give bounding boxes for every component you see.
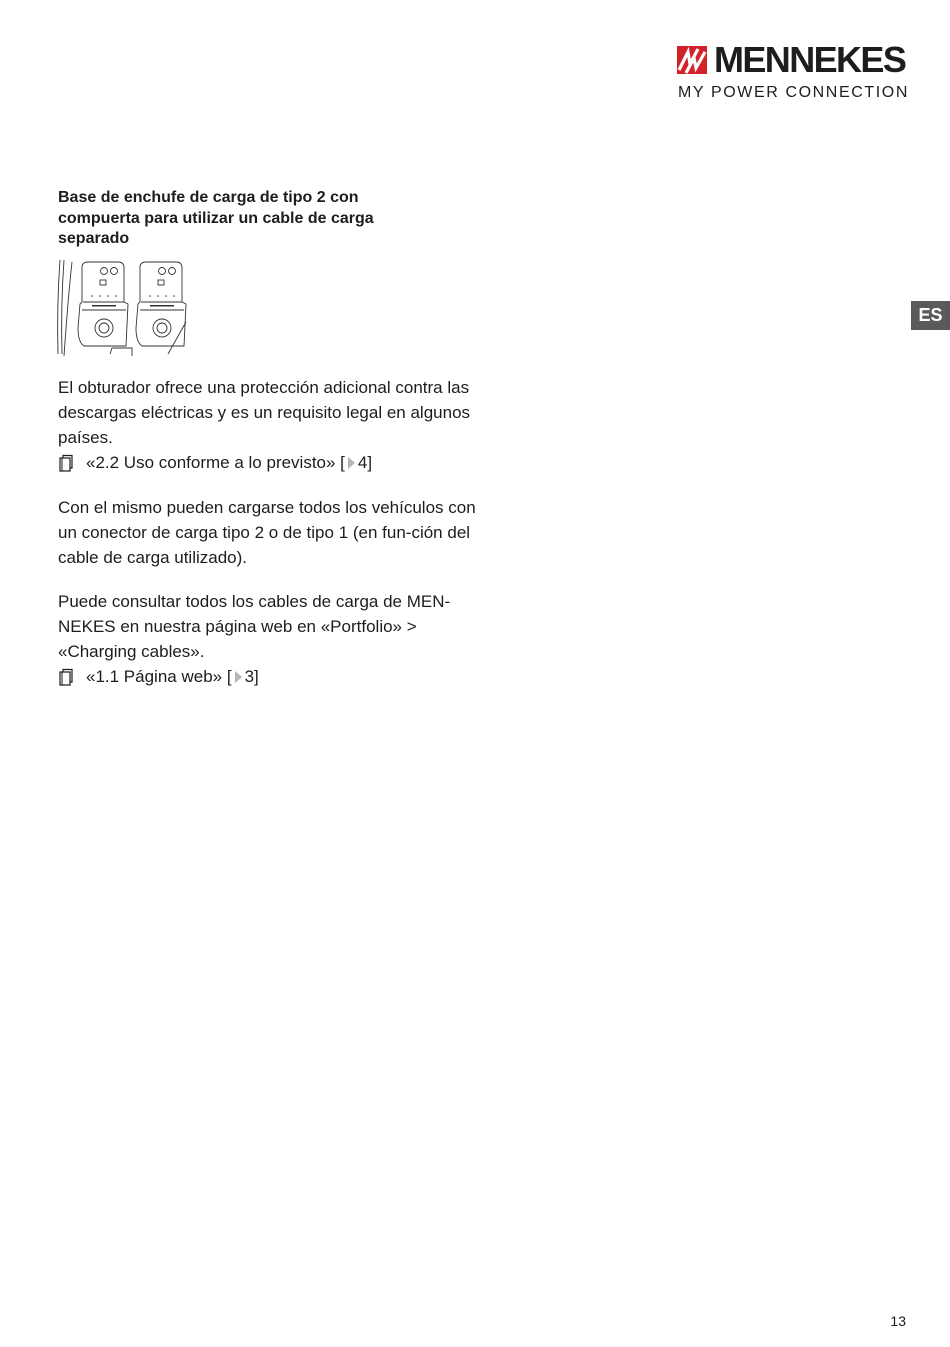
cross-reference-text: «1.1 Página web» [ <box>86 667 232 686</box>
cross-reference-page: 3 <box>244 667 255 686</box>
paragraph-text: Con el mismo pueden cargarse todos los vehículos con un conector de carga tipo 2 o de tipo 1 (en fun-ción del cable de carga utilizado). <box>58 498 476 567</box>
page-number: 13 <box>890 1313 906 1329</box>
section-heading: Base de enchufe de carga de tipo 2 con compuerta para utilizar un cable de carga separado <box>58 189 374 247</box>
mennekes-logo-mark <box>677 46 707 74</box>
book-icon <box>58 454 74 472</box>
paragraph-cables <box>58 589 478 689</box>
brand-logo <box>677 39 910 102</box>
book-icon <box>58 668 74 686</box>
paragraph-shutter <box>58 375 478 475</box>
cross-reference-link[interactable] <box>58 664 478 689</box>
triangle-right-icon <box>347 456 356 470</box>
brand-tagline: MY POWER CONNECTION <box>678 84 910 101</box>
paragraph-text: El obturador ofrece una protección adicional contra las descargas eléctricas y es un requisito legal en algunos países. <box>58 378 471 447</box>
brand-name: MENNEKES <box>714 39 906 80</box>
paragraph-vehicles <box>58 495 478 570</box>
cross-reference-link[interactable] <box>58 450 478 475</box>
triangle-right-icon <box>234 670 243 684</box>
cross-reference-text: «2.2 Uso conforme a lo previsto» [ <box>86 453 345 472</box>
cross-reference-close: ] <box>367 453 373 472</box>
language-tab: ES <box>911 301 950 330</box>
cross-reference-close: ] <box>254 667 259 686</box>
charging-socket-illustration <box>56 258 190 358</box>
cross-reference-page: 4 <box>357 453 368 472</box>
paragraph-text: Puede consultar todos los cables de carga de MEN-NEKES en nuestra página web en «Portfolio» > «Charging cables». <box>58 592 451 661</box>
